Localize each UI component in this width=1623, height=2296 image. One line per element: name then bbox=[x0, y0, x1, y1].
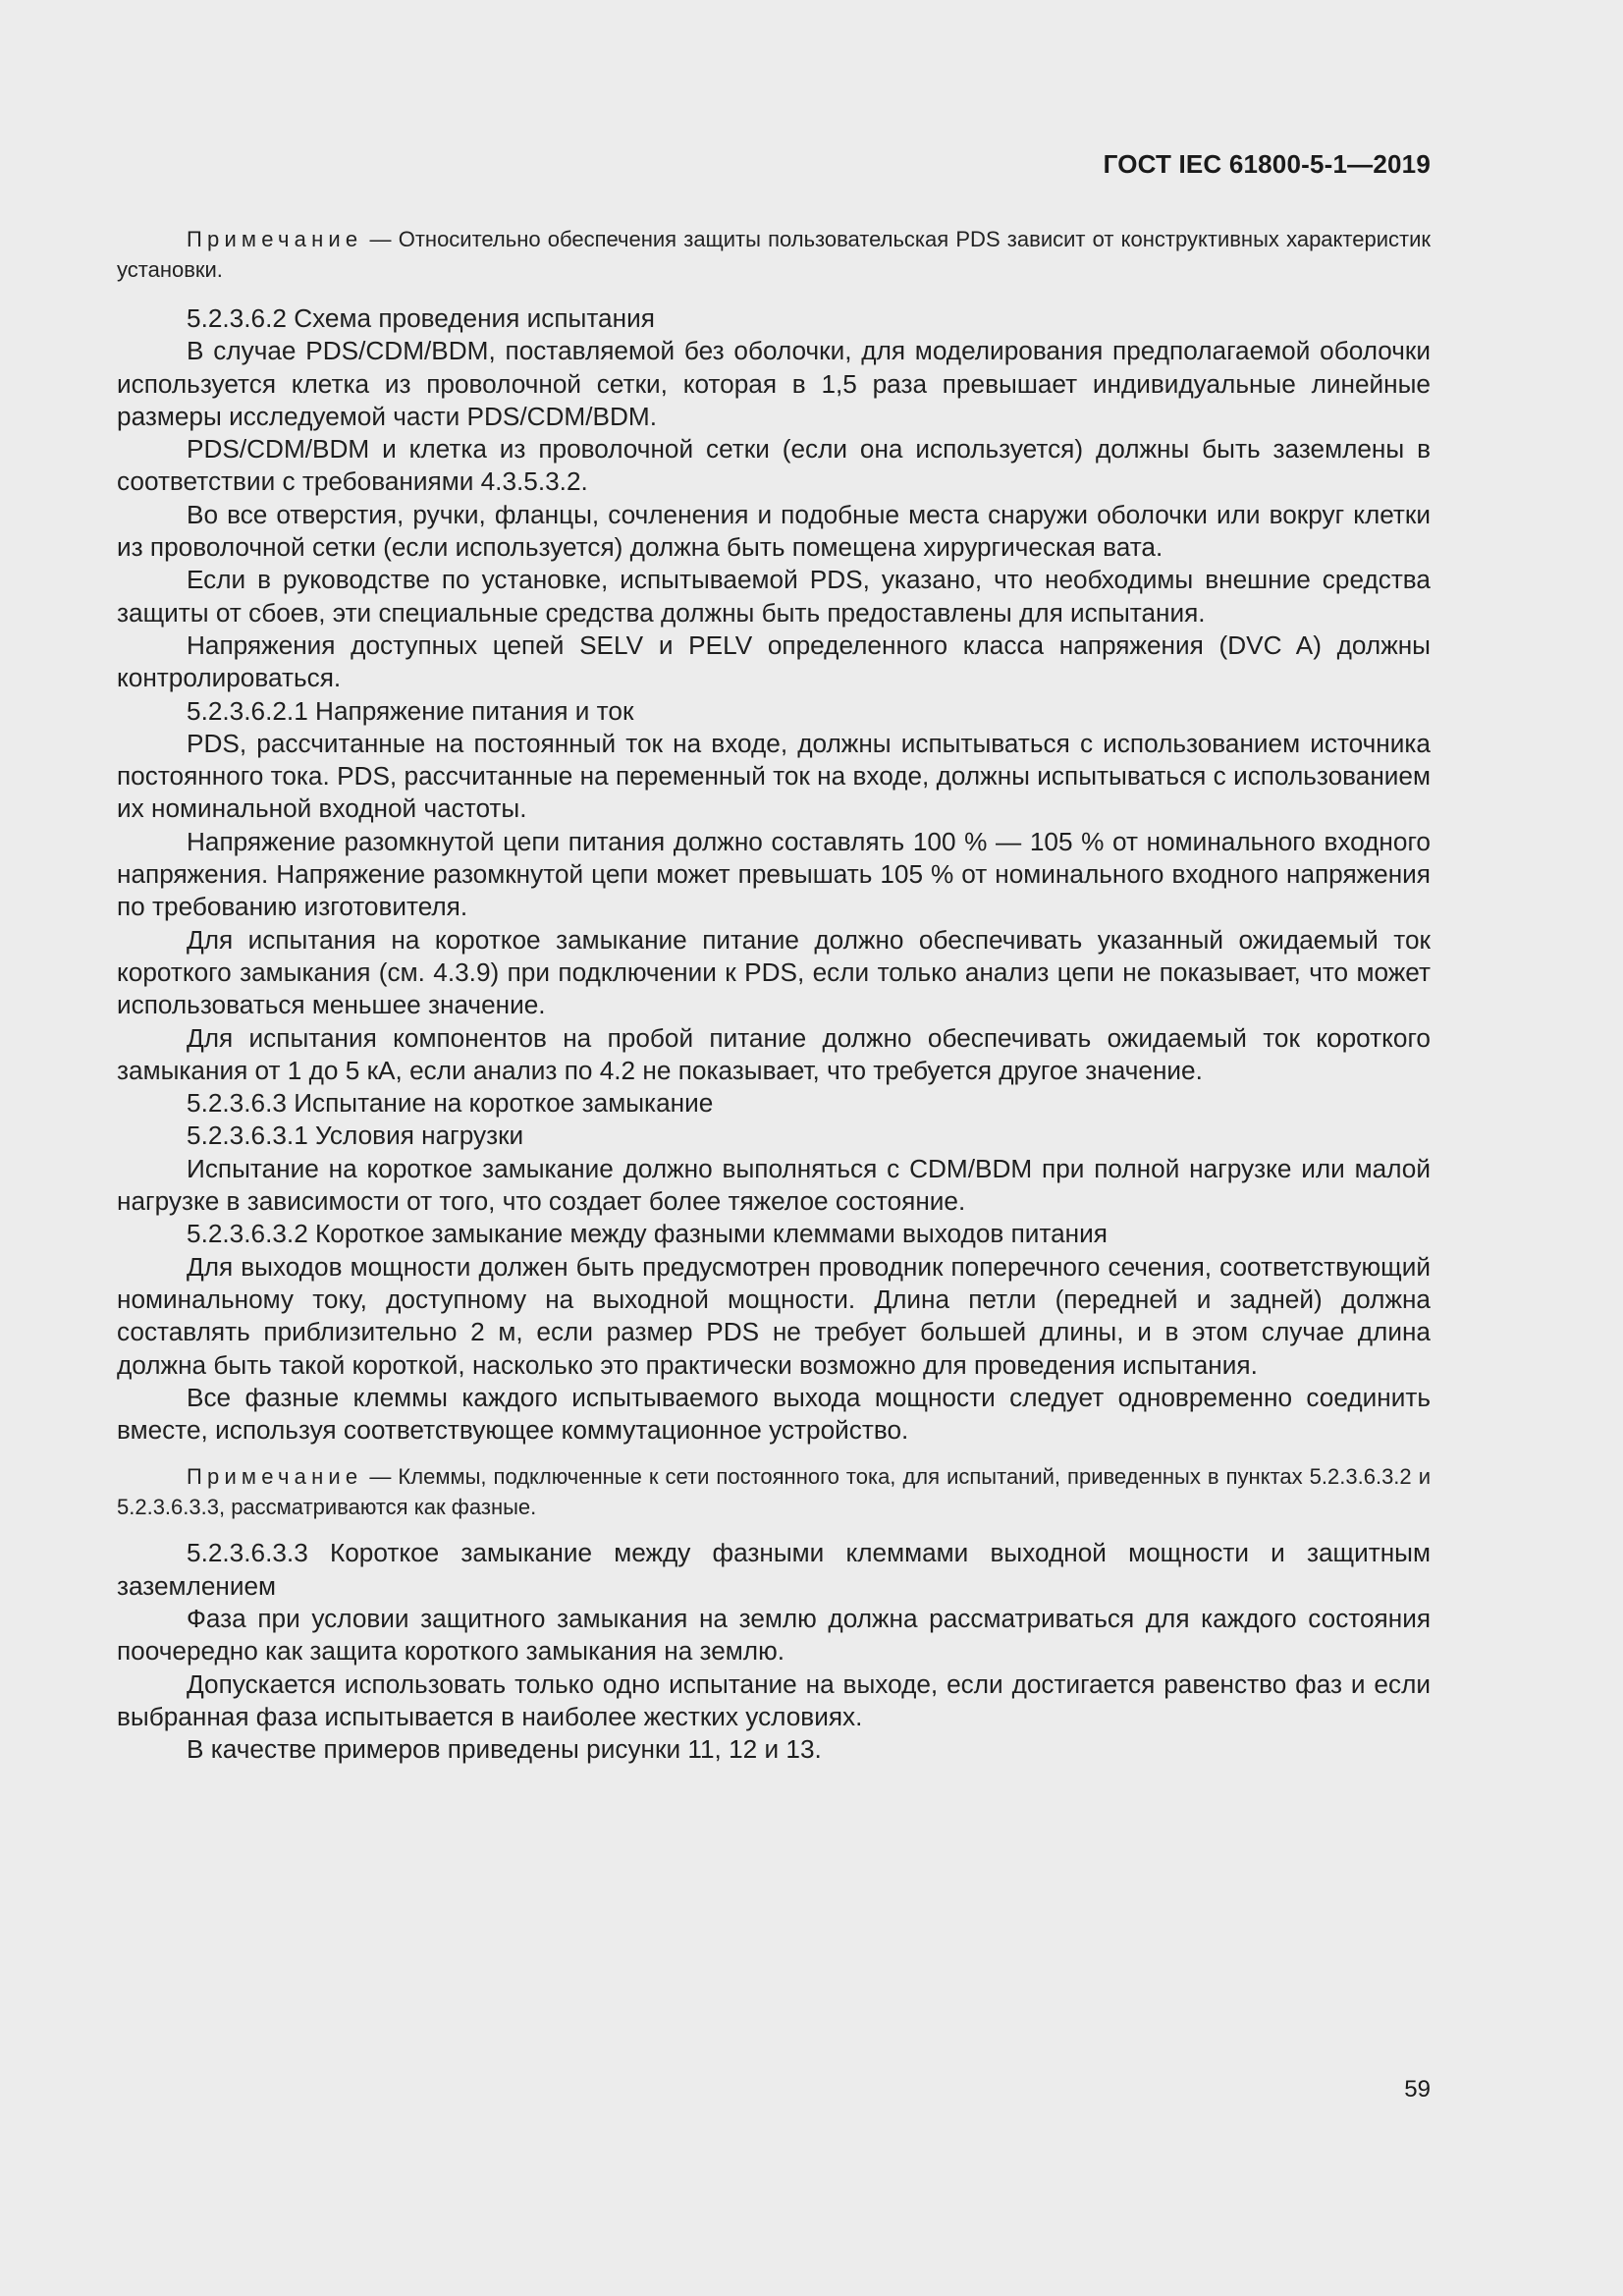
note-middle bbox=[117, 1461, 1431, 1522]
page-body bbox=[117, 224, 1431, 1766]
paragraph: Все фазные клеммы каждого испытываемого выхода мощности следует одновременно соединить вместе, используя соответствующее коммутационное устройство. bbox=[117, 1382, 1431, 1446]
paragraph: Фаза при условии защитного замыкания на землю должна рассматриваться для каждого состояния поочередно как защита короткого замыкания на землю. bbox=[117, 1603, 1431, 1667]
paragraph: Допускается использовать только одно испытание на выходе, если достигается равенство фаз и если выбранная фаза испытывается в наиболее жестких условиях. bbox=[117, 1668, 1431, 1731]
paragraph: Во все отверстия, ручки, фланцы, сочленения и подобные места снаружи оболочки или вокруг клетки из проволочной сетки (если используется) должна быть помещена хирургическая вата. bbox=[117, 499, 1431, 563]
note-text: — Относительно обеспечения защиты пользовательская PDS зависит от конструктивных характеристик установки. bbox=[117, 227, 1431, 282]
paragraph: Напряжение разомкнутой цепи питания должно составлять 100 % — 105 % от номинального входного напряжения. Напряжение разомкнутой цепи может превышать 105 % от номинального входного напряжения по требованию изготовителя. bbox=[117, 826, 1431, 922]
paragraph: Для выходов мощности должен быть предусмотрен проводник поперечного сечения, соответствующий номинальному току, доступному на выходной мощности. Длина петли (передней и задней) должна составлять приблизительно 2 м, если размер PDS не требует большей длины, и в этом случае длина должна быть такой короткой, насколько это практически возможно для проведения испытания. bbox=[117, 1251, 1431, 1380]
page-number: 59 bbox=[1404, 2076, 1431, 2103]
note-text: — Клеммы, подключенные к сети постоянного тока, для испытаний, приведенных в пунктах 5.2.3.6.3.2 и 5.2.3.6.3.3, рассматриваются как фазные. bbox=[117, 1464, 1431, 1520]
paragraph: В случае PDS/CDM/BDM, поставляемой без оболочки, для моделирования предполагаемой оболочки используется клетка из проволочной сетки, которая в 1,5 раза превышает индивидуальные линейные размеры исследуемой части PDS/CDM/BDM. bbox=[117, 336, 1431, 431]
section-heading: 5.2.3.6.2.1 Напряжение питания и ток bbox=[187, 695, 634, 726]
paragraph: Напряжения доступных цепей SELV и PELV определенного класса напряжения (DVC A) должны контролироваться. bbox=[117, 629, 1431, 693]
paragraph: Для испытания компонентов на пробой питание должно обеспечивать ожидаемый ток короткого замыкания от 1 до 5 кА, если анализ по 4.2 не показывает, что требуется другое значение. bbox=[117, 1022, 1431, 1085]
section-heading: 5.2.3.6.3 Испытание на короткое замыкание bbox=[187, 1088, 714, 1119]
section-heading: 5.2.3.6.3.2 Короткое замыкание между фазными клеммами выходов питания bbox=[187, 1219, 1108, 1249]
document-code: ГОСТ IEC 61800-5-1—2019 bbox=[1103, 149, 1431, 179]
paragraph: Испытание на короткое замыкание должно выполняться с CDM/BDM при полной нагрузке или малой нагрузке в зависимости от того, что создает более тяжелое состояние. bbox=[117, 1153, 1431, 1217]
paragraph: Если в руководстве по установке, испытываемой PDS, указано, что необходимы внешние средства защиты от сбоев, эти специальные средства должны быть предоставлены для испытания. bbox=[117, 565, 1431, 628]
note-label: Примечание bbox=[187, 1464, 363, 1490]
paragraph: PDS, рассчитанные на постоянный ток на входе, должны испытываться с использованием источника постоянного тока. PDS, рассчитанные на переменный ток на входе, должны испытываться с использованием их номинальной входной частоты. bbox=[117, 728, 1431, 824]
paragraph: Для испытания на короткое замыкание питание должно обеспечивать указанный ожидаемый ток короткого замыкания (см. 4.3.9) при подключении к PDS, если только анализ цепи не показывает, что может использоваться меньшее значение. bbox=[117, 924, 1431, 1020]
section-heading: 5.2.3.6.2 Схема проведения испытания bbox=[187, 303, 655, 333]
note-label: Примечание bbox=[187, 227, 363, 251]
note-top bbox=[117, 224, 1431, 285]
section-heading: 5.2.3.6.3.1 Условия нагрузки bbox=[187, 1121, 524, 1151]
paragraph: В качестве примеров приведены рисунки 11, 12 и 13. bbox=[187, 1734, 822, 1765]
section-heading: 5.2.3.6.3.3 Короткое замыкание между фазными клеммами выходной мощности и защитным заземлением bbox=[117, 1538, 1431, 1601]
paragraph: PDS/CDM/BDM и клетка из проволочной сетки (если она используется) должны быть заземлены в соответствии с требованиями 4.3.5.3.2. bbox=[117, 434, 1431, 497]
